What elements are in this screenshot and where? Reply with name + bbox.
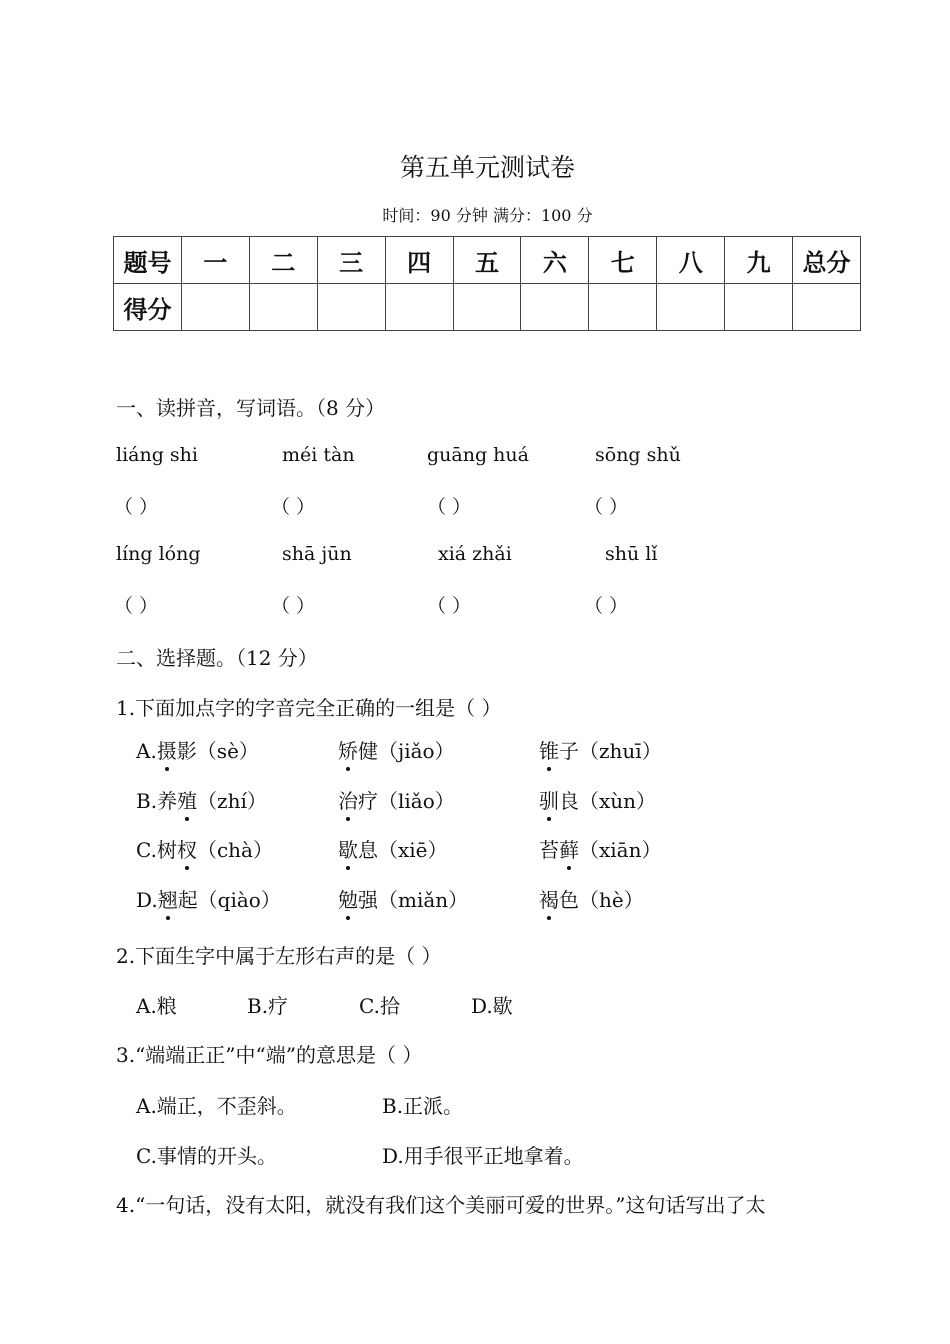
option-label: A. — [136, 739, 157, 763]
option-text: 子（zhuī） — [559, 739, 662, 763]
option-text: （chà） — [196, 838, 273, 862]
dotted-char: 藓 — [559, 834, 579, 863]
answer-blank[interactable]: （ ） — [114, 496, 159, 518]
score-blank-cell[interactable] — [317, 284, 385, 331]
question-stem: 2.下面生字中属于左形右声的是（ ） — [116, 944, 442, 968]
option-text: 色（hè） — [559, 888, 644, 912]
option-text: 良（xùn） — [559, 789, 657, 813]
score-blank-cell[interactable] — [249, 284, 317, 331]
score-blank-cell[interactable] — [385, 284, 453, 331]
dotted-char: 殖 — [177, 785, 197, 814]
dotted-char: 杈 — [177, 834, 197, 863]
option-text: 影（sè） — [176, 739, 259, 763]
option-a[interactable] — [136, 735, 259, 764]
option-b-item — [338, 785, 455, 814]
section-heading: 二、选择题。（12 分） — [116, 646, 318, 670]
option-text: 起（qiào） — [177, 888, 281, 912]
score-blank-cell[interactable] — [793, 284, 861, 331]
question-stem: 4.“一句话，没有太阳，就没有我们这个美丽可爱的世界。”这句话写出了太 — [116, 1193, 766, 1217]
score-table-cell: 五 — [453, 237, 521, 284]
option-label: D. — [136, 888, 158, 912]
dotted-char: 摄 — [157, 735, 177, 764]
option-text: 苔 — [539, 838, 559, 862]
option-a-item — [539, 735, 662, 764]
score-table-cell: 一 — [181, 237, 249, 284]
question-stem: 3.“端端正正”中“端”的意思是（ ） — [116, 1043, 423, 1067]
dotted-char: 治 — [338, 785, 358, 814]
pinyin-item: guāng huá — [427, 444, 529, 466]
option-text: 养 — [157, 789, 178, 813]
option-label: C. — [136, 838, 157, 862]
pinyin-item: sōng shǔ — [595, 444, 681, 466]
option-d[interactable] — [136, 884, 281, 913]
pinyin-item: shū lǐ — [605, 543, 658, 565]
option-c[interactable]: C.事情的开头。 — [136, 1144, 277, 1168]
option-label: B. — [136, 789, 158, 813]
option-text: 息（xiē） — [358, 838, 448, 862]
score-blank-cell[interactable] — [657, 284, 725, 331]
pinyin-item: liáng shi — [116, 444, 198, 466]
question-stem: 1.下面加点字的字音完全正确的一组是（ ） — [116, 696, 502, 720]
section-heading: 一、读拼音，写词语。（8 分） — [116, 396, 386, 420]
score-blank-cell[interactable] — [181, 284, 249, 331]
answer-blank[interactable]: （ ） — [114, 595, 159, 617]
dotted-char: 锥 — [539, 735, 559, 764]
option-c[interactable] — [136, 834, 273, 863]
option-text: 健（jiǎo） — [358, 739, 455, 763]
option-d-item — [338, 884, 468, 913]
answer-blank[interactable]: （ ） — [271, 595, 316, 617]
dotted-char: 矫 — [338, 735, 358, 764]
option-d[interactable]: D.用手很平正地拿着。 — [382, 1144, 584, 1168]
dotted-char: 歇 — [338, 834, 358, 863]
answer-blank[interactable]: （ ） — [427, 595, 472, 617]
score-blank-cell[interactable] — [453, 284, 521, 331]
pinyin-item: líng lóng — [116, 543, 201, 565]
option-b[interactable]: B.正派。 — [382, 1094, 464, 1118]
option-text: 疗（liǎo） — [358, 789, 455, 813]
score-blank-cell[interactable] — [521, 284, 589, 331]
page-title: 第五单元测试卷 — [399, 153, 575, 182]
dotted-char: 驯 — [539, 785, 559, 814]
score-blank-cell[interactable] — [725, 284, 793, 331]
option-a[interactable]: A.粮 — [136, 994, 177, 1018]
option-c[interactable]: C.拾 — [359, 994, 400, 1018]
pinyin-item: xiá zhǎi — [438, 543, 512, 565]
answer-blank[interactable]: （ ） — [584, 496, 629, 518]
option-text: （zhí） — [197, 789, 267, 813]
score-table-header-row — [114, 237, 861, 284]
score-row-label: 得分 — [114, 284, 182, 331]
score-table-cell: 二 — [249, 237, 317, 284]
score-table-cell: 题号 — [114, 237, 182, 284]
option-text: （xiān） — [579, 838, 662, 862]
dotted-char: 勉 — [338, 884, 358, 913]
score-table-cell: 四 — [385, 237, 453, 284]
option-text: 强（miǎn） — [358, 888, 469, 912]
score-table-cell: 总分 — [793, 237, 861, 284]
option-b[interactable] — [136, 785, 267, 814]
option-d-item — [539, 884, 644, 913]
option-b[interactable]: B.疗 — [247, 994, 289, 1018]
pinyin-item: shā jūn — [282, 543, 352, 565]
answer-blank[interactable]: （ ） — [427, 496, 472, 518]
time-score-info: 时间：90 分钟 满分：100 分 — [382, 206, 593, 225]
score-table-cell: 九 — [725, 237, 793, 284]
score-table — [113, 236, 861, 331]
option-b-item — [539, 785, 656, 814]
score-table-cell: 三 — [317, 237, 385, 284]
option-d[interactable]: D.歇 — [471, 994, 513, 1018]
score-blank-cell[interactable] — [589, 284, 657, 331]
option-c-item — [338, 834, 448, 863]
pinyin-item: méi tàn — [282, 444, 355, 466]
option-a-item — [338, 735, 455, 764]
dotted-char: 褐 — [539, 884, 559, 913]
answer-blank[interactable]: （ ） — [584, 595, 629, 617]
score-table-cell: 六 — [521, 237, 589, 284]
option-c-item — [539, 834, 661, 863]
dotted-char: 翘 — [158, 884, 178, 913]
answer-blank[interactable]: （ ） — [271, 496, 316, 518]
score-table-score-row — [114, 284, 861, 331]
option-a[interactable]: A.端正，不歪斜。 — [136, 1094, 297, 1118]
score-table-cell: 八 — [657, 237, 725, 284]
score-table-cell: 七 — [589, 237, 657, 284]
option-text: 树 — [156, 838, 177, 862]
